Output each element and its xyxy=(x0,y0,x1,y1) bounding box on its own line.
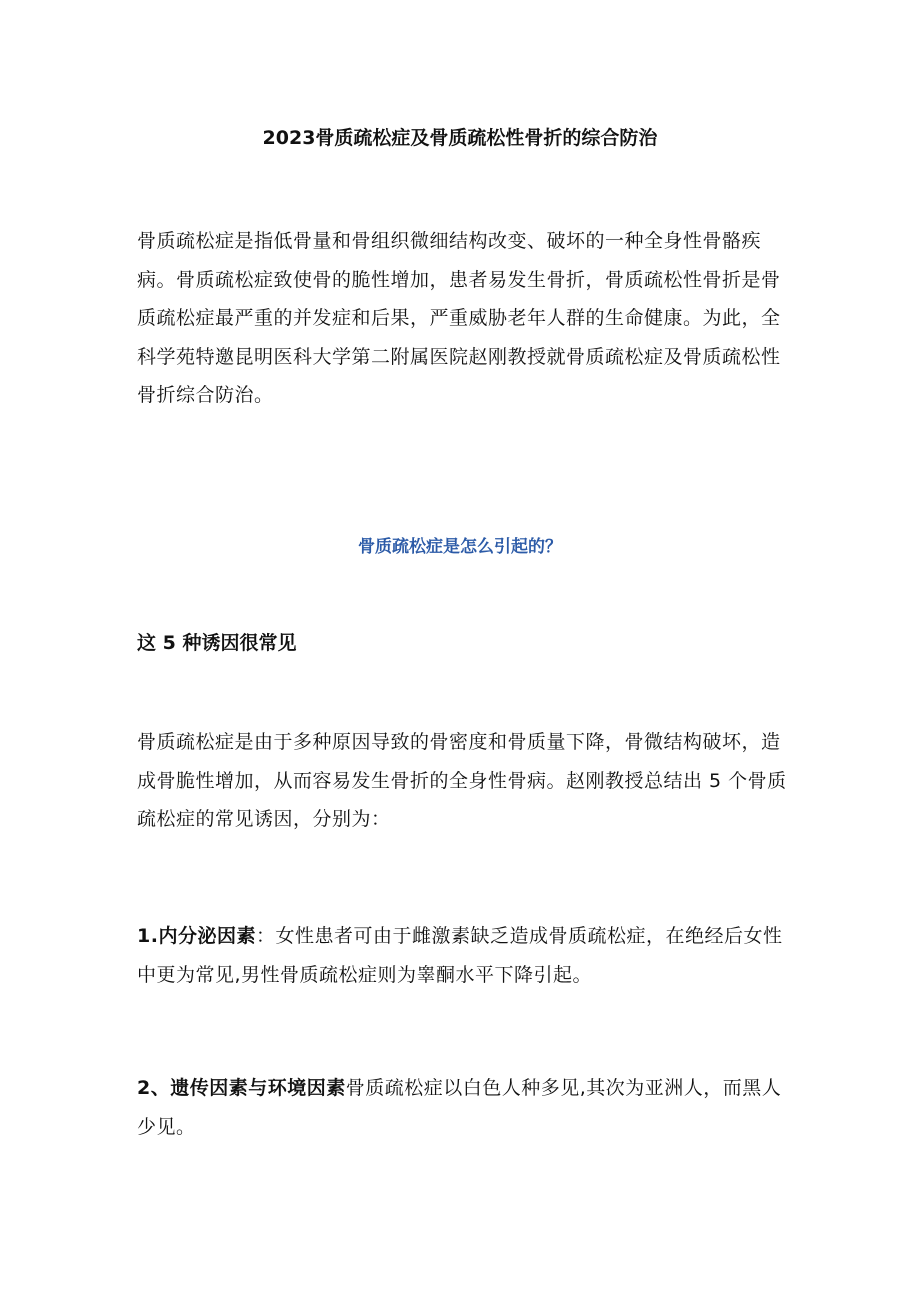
cause-item-2-label: 2、遗传因素与环境因素 xyxy=(137,1077,346,1099)
cause-item-1-text: ：女性患者可由于雌激素缺乏造成骨质疏松症，在绝经后女性中更为常见,男性骨质疏松症则为睾酮水平下降引起。 xyxy=(137,925,783,986)
cause-item-2 xyxy=(137,1069,797,1146)
cause-item-1 xyxy=(137,917,797,994)
document-title: 2023骨质疏松症及骨质疏松性骨折的综合防治 xyxy=(262,127,658,149)
cause-intro-paragraph: 骨质疏松症是由于多种原因导致的骨密度和骨质量下降，骨微结构破坏，造成骨脆性增加，从而容易发生骨折的全身性骨病。赵刚教授总结出 5 个骨质疏松症的常见诱因，分别为： xyxy=(137,731,787,830)
section-heading: 骨质疏松症是怎么引起的？ xyxy=(358,537,562,557)
intro-paragraph: 骨质疏松症是指低骨量和骨组织微细结构改变、破坏的一种全身性骨骼疾病。骨质疏松症致使骨的脆性增加，患者易发生骨折，骨质疏松性骨折是骨质疏松症最严重的并发症和后果，严重威胁老年人群的生命健康。为此，全科学苑特邀昆明医科大学第二附属医院赵刚教授就骨质疏松症及骨质疏松性骨折综合防治。 xyxy=(137,230,781,406)
cause-item-2-text: 骨质疏松症以白色人种多见,其次为亚洲人，而黑人少见。 xyxy=(137,1077,782,1138)
cause-item-1-label: 1.内分泌因素 xyxy=(137,925,256,947)
sub-heading: 这 5 种诱因很常见 xyxy=(137,632,297,654)
